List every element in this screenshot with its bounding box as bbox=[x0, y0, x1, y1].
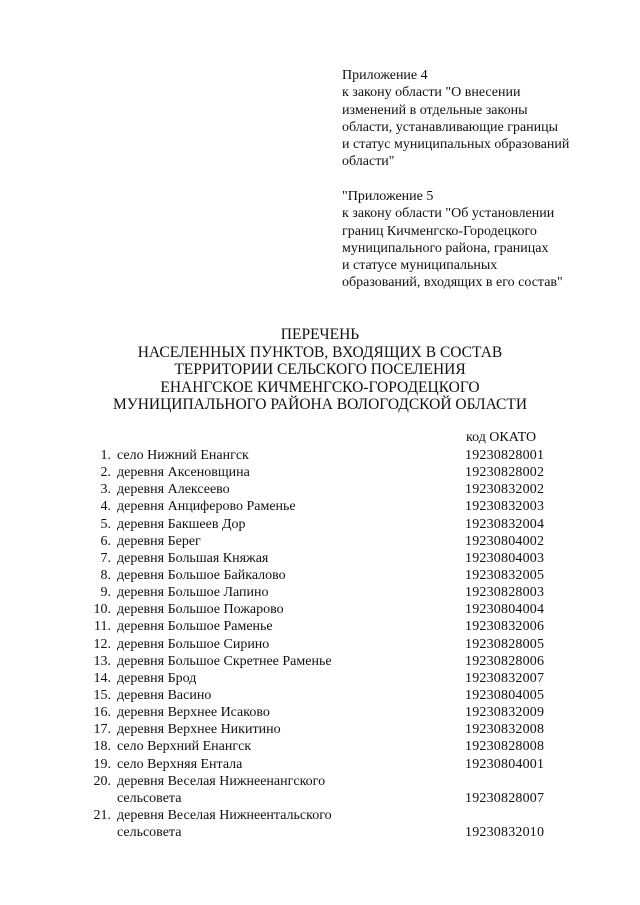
list-item bbox=[0, 670, 640, 687]
settlement-name: деревня Верхнее Исаково bbox=[117, 705, 270, 721]
settlement-name: деревня Большое Байкалово bbox=[117, 567, 286, 583]
settlement-name: село Нижний Енангск bbox=[117, 448, 249, 463]
list-item bbox=[0, 567, 640, 584]
okato-column-header: код ОКАТО bbox=[466, 430, 537, 445]
okato-code: 19230804002 bbox=[465, 533, 545, 549]
settlement-name: деревня Веселая Нижнеентальского сельсовета bbox=[117, 807, 332, 841]
settlement-name: село Верхний Енангск bbox=[117, 739, 252, 755]
item-number: 7. bbox=[100, 550, 111, 566]
okato-code: 19230832007 bbox=[465, 670, 545, 686]
settlement-list bbox=[0, 447, 640, 841]
okato-code: 19230832003 bbox=[465, 499, 545, 515]
item-number: 2. bbox=[100, 465, 111, 481]
list-item bbox=[0, 550, 640, 567]
settlement-name: деревня Веселая Нижнеенангского сельсовета bbox=[117, 773, 326, 806]
title-line-3: ТЕРРИТОРИИ СЕЛЬСКОГО ПОСЕЛЕНИЯ bbox=[174, 361, 466, 378]
item-number: 8. bbox=[100, 567, 111, 583]
okato-code: 19230832006 bbox=[465, 619, 545, 635]
settlement-name: деревня Большое Лапино bbox=[117, 585, 269, 601]
okato-code: 19230828007 bbox=[465, 790, 545, 806]
settlement-name: деревня Васино bbox=[117, 687, 212, 703]
list-item bbox=[0, 516, 640, 533]
settlement-name: деревня Брод bbox=[117, 670, 197, 686]
okato-code: 19230828001 bbox=[465, 448, 545, 463]
okato-code: 19230828005 bbox=[465, 636, 545, 652]
okato-code: 19230832009 bbox=[465, 705, 545, 721]
settlement-name: деревня Большое Сирино bbox=[117, 636, 270, 652]
okato-code: 19230832010 bbox=[465, 825, 545, 841]
okato-code: 19230804001 bbox=[465, 756, 545, 772]
appendix-4-note: Приложение 4 к закону области "О внесении изменений в отдельные законы области, устанавливающие границы и статус муниципальных образований области" bbox=[342, 68, 570, 170]
okato-code: 19230832002 bbox=[465, 482, 545, 498]
document-title bbox=[60, 326, 580, 414]
list-item bbox=[0, 498, 640, 515]
list-item bbox=[0, 687, 640, 704]
title-line-5: МУНИЦИПАЛЬНОГО РАЙОНА ВОЛОГОДСКОЙ ОБЛАСТИ bbox=[112, 396, 528, 413]
item-number: 9. bbox=[100, 585, 111, 601]
list-item bbox=[0, 533, 640, 550]
list-item bbox=[0, 756, 640, 773]
okato-code: 19230832008 bbox=[465, 722, 545, 738]
list-item bbox=[0, 773, 640, 807]
list-item bbox=[0, 481, 640, 498]
list-item bbox=[0, 704, 640, 721]
item-number: 3. bbox=[100, 482, 111, 498]
item-number: 18. bbox=[93, 739, 111, 755]
settlement-name: деревня Большое Скретнее Раменье bbox=[117, 653, 332, 669]
settlement-name: село Верхняя Ентала bbox=[117, 756, 243, 772]
list-item bbox=[0, 636, 640, 653]
list-item bbox=[0, 653, 640, 670]
okato-code: 19230832005 bbox=[465, 567, 545, 583]
list-item bbox=[0, 721, 640, 738]
okato-code: 19230804004 bbox=[465, 602, 545, 618]
settlement-name: деревня Большая Княжая bbox=[117, 550, 269, 566]
list-item bbox=[0, 464, 640, 481]
okato-code: 19230828002 bbox=[465, 465, 545, 481]
item-number: 6. bbox=[100, 533, 111, 549]
item-number: 13. bbox=[93, 653, 111, 669]
okato-code: 19230804005 bbox=[465, 687, 545, 703]
title-line-4: ЕНАНГСКОЕ КИЧМЕНГСКО-ГОРОДЕЦКОГО bbox=[160, 378, 480, 396]
settlement-name: деревня Бакшеев Дор bbox=[117, 516, 246, 532]
okato-code: 19230828006 bbox=[465, 653, 545, 669]
item-number: 4. bbox=[100, 499, 111, 515]
list-item bbox=[0, 738, 640, 755]
settlement-name: деревня Большое Раменье bbox=[117, 619, 273, 635]
title-line-2: НАСЕЛЕННЫХ ПУНКТОВ, ВХОДЯЩИХ В СОСТАВ bbox=[137, 343, 503, 361]
item-number: 14. bbox=[93, 670, 111, 686]
settlement-name: деревня Берег bbox=[117, 533, 201, 549]
settlement-name: деревня Анциферово Раменье bbox=[117, 499, 296, 515]
list-item bbox=[0, 447, 640, 464]
item-number: 12. bbox=[93, 636, 111, 652]
title-line-1: ПЕРЕЧЕНЬ bbox=[280, 326, 360, 343]
settlement-name: деревня Аксеновщина bbox=[117, 465, 250, 481]
item-number: 21. bbox=[93, 807, 111, 823]
item-number: 15. bbox=[93, 687, 111, 703]
item-number: 5. bbox=[100, 516, 111, 532]
item-number: 19. bbox=[93, 756, 111, 772]
okato-code: 19230832004 bbox=[465, 516, 545, 532]
okato-code: 19230804003 bbox=[465, 550, 545, 566]
appendix-5-note: "Приложение 5 к закону области "Об установлении границ Кичменгско-Городецкого муниципального района, границах и статусе муниципальных образований, входящих в его состав" bbox=[342, 189, 563, 291]
settlement-name: деревня Алексеево bbox=[117, 482, 230, 498]
item-number: 17. bbox=[93, 722, 111, 738]
okato-code: 19230828003 bbox=[465, 585, 545, 601]
item-number: 16. bbox=[93, 705, 111, 721]
okato-code: 19230828008 bbox=[465, 739, 545, 755]
list-item bbox=[0, 584, 640, 601]
list-item bbox=[0, 807, 640, 841]
item-number: 10. bbox=[93, 602, 111, 618]
settlement-name: деревня Большое Пожарово bbox=[117, 602, 284, 618]
list-item bbox=[0, 618, 640, 635]
item-number: 11. bbox=[94, 619, 111, 635]
item-number: 20. bbox=[93, 773, 111, 789]
item-number: 1. bbox=[100, 448, 111, 463]
list-item bbox=[0, 601, 640, 618]
settlement-name: деревня Верхнее Никитино bbox=[117, 722, 281, 738]
